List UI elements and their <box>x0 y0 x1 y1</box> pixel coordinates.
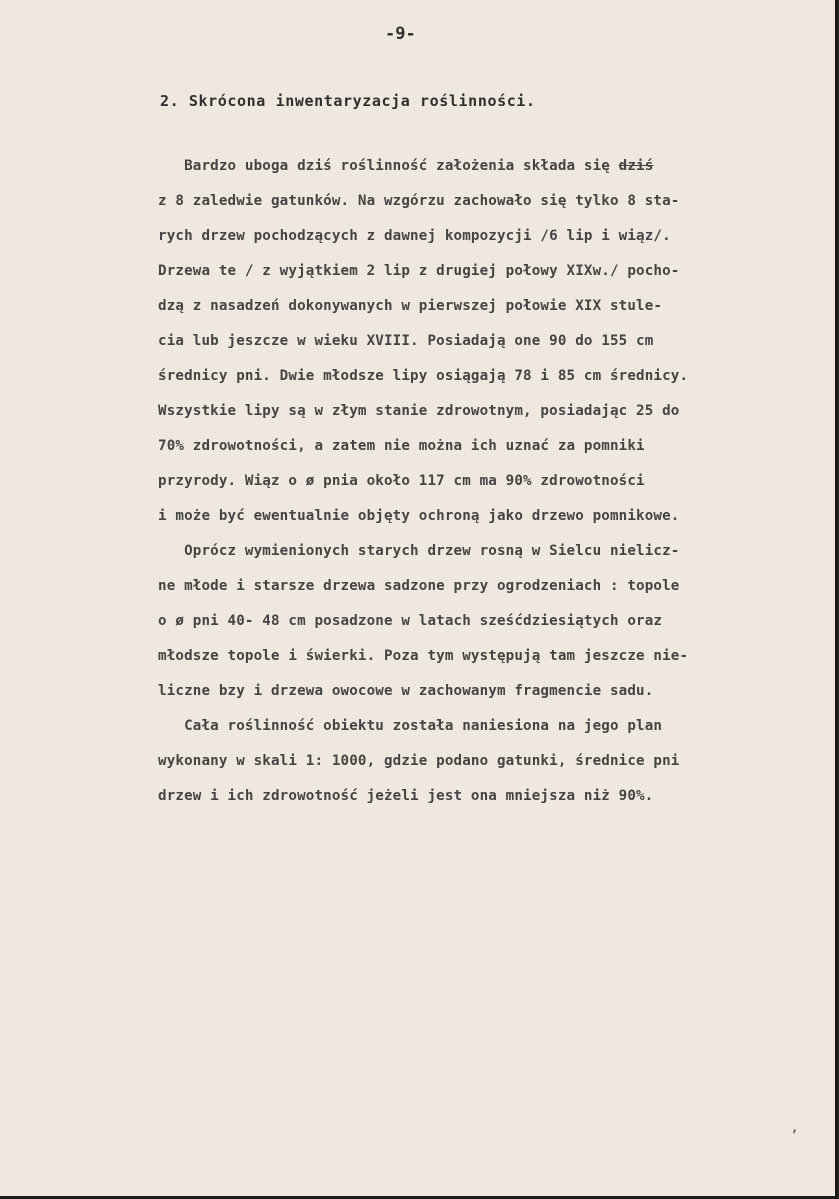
text-line: o ø pni 40- 48 cm posadzone w latach sześćdziesiątych oraz <box>158 613 663 629</box>
text-line: dzą z nasadzeń dokonywanych w pierwszej połowie XIX stule- <box>158 298 663 314</box>
text-line: Bardzo uboga dziś roślinność założenia składa się dziś <box>158 158 654 174</box>
text-line: Drzewa te / z wyjątkiem 2 lip z drugiej połowy XIXw./ pocho- <box>158 263 680 279</box>
text-line: przyrody. Wiąz o ø pnia około 117 cm ma 90% zdrowotności <box>158 473 645 489</box>
text-line: drzew i ich zdrowotność jeżeli jest ona mniejsza niż 90%. <box>158 788 654 804</box>
struck-word: dziś <box>618 158 654 174</box>
section-heading: 2. Skrócona inwentaryzacja roślinności. <box>160 92 536 110</box>
text-line: ne młode i starsze drzewa sadzone przy ogrodzeniach : topole <box>158 578 680 594</box>
text-line: rych drzew pochodzących z dawnej kompozycji /6 lip i wiąz/. <box>158 228 671 244</box>
text-line: i może być ewentualnie objęty ochroną jako drzewo pomnikowe. <box>158 508 680 524</box>
text-line: średnicy pni. Dwie młodsze lipy osiągają 78 i 85 cm średnicy. <box>158 368 689 384</box>
text-line: młodsze topole i świerki. Poza tym występują tam jeszcze nie- <box>158 648 689 664</box>
corner-mark: ʼ <box>790 1128 799 1144</box>
text-line: Cała roślinność obiektu została naniesiona na jego plan <box>158 718 663 734</box>
text-line: cia lub jeszcze w wieku XVIII. Posiadają one 90 do 155 cm <box>158 333 654 349</box>
text-line: Wszystkie lipy są w złym stanie zdrowotnym, posiadając 25 do <box>158 403 680 419</box>
page-number: -9- <box>385 24 416 44</box>
text-line: wykonany w skali 1: 1000, gdzie podano gatunki, średnice pni <box>158 753 680 769</box>
text-line: liczne bzy i drzewa owocowe w zachowanym fragmencie sadu. <box>158 683 654 699</box>
text-line: Oprócz wymienionych starych drzew rosną w Sielcu nielicz- <box>158 543 680 559</box>
text-line: 70% zdrowotności, a zatem nie można ich uznać za pomniki <box>158 438 645 454</box>
text-line: z 8 zaledwie gatunków. Na wzgórzu zachowało się tylko 8 sta- <box>158 193 680 209</box>
